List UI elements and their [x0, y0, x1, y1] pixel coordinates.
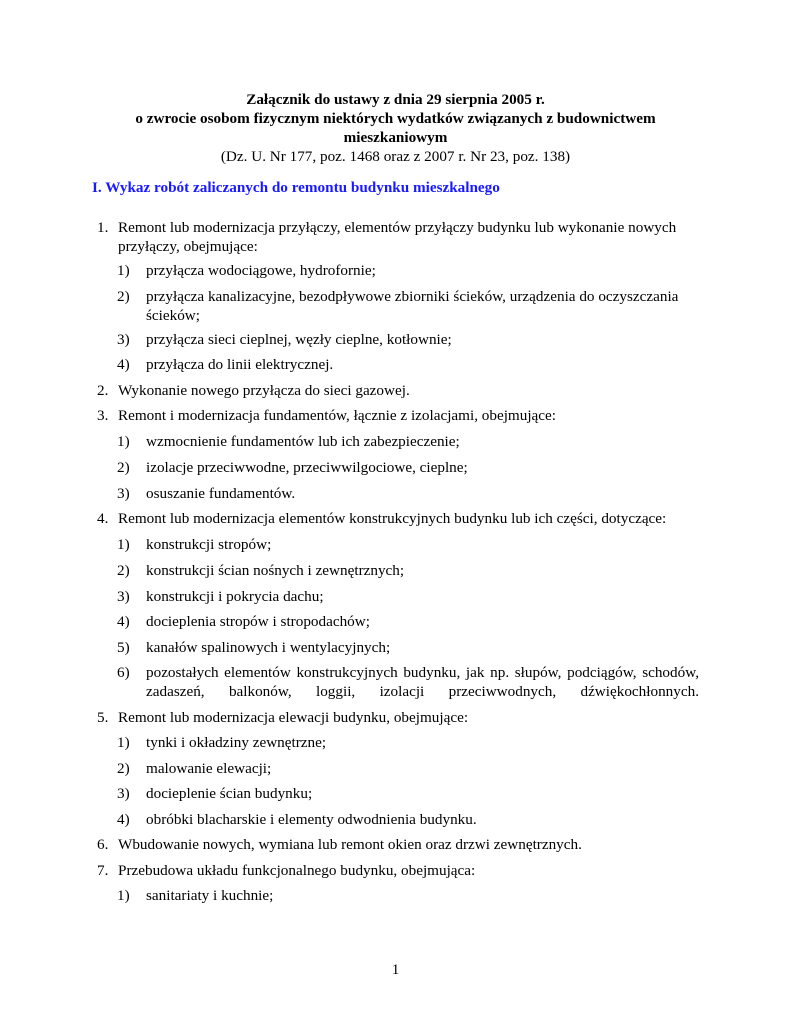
header-reference: (Dz. U. Nr 177, poz. 1468 oraz z 2007 r. Nr 23, poz. 138): [220, 148, 571, 165]
item-text: przyłącza sieci cieplnej, węzły cieplne, kotłownie;: [146, 331, 452, 348]
sub-list-item: [117, 612, 699, 631]
item-number: 3): [117, 331, 130, 348]
item-text: Remont lub modernizacja elewacji budynku, obejmujące:: [118, 709, 469, 726]
item-text: przyłącza wodociągowe, hydrofornie;: [146, 262, 376, 279]
item-text: przyłącza kanalizacyjne, bezodpływowe zbiorniki ścieków, urządzenia do oczyszczania ścieków;: [146, 288, 679, 324]
item-number: 1): [117, 433, 130, 450]
item-text: osuszanie fundamentów.: [146, 485, 296, 502]
item-number: 4): [117, 811, 130, 828]
sub-list-item: [117, 287, 699, 325]
item-number: 3): [117, 485, 130, 502]
item-text: pozostałych elementów konstrukcyjnych budynku, jak np. słupów, podciągów, schodów, zadaszeń, balkonów, loggii, izolacji przeciwwodnych, dźwiękochłonnych.: [146, 664, 699, 700]
item-number: 1): [117, 734, 130, 751]
list-item: [97, 835, 699, 854]
document-header: [0, 90, 791, 166]
list-item: [97, 509, 699, 528]
item-text: przyłącza do linii elektrycznej.: [146, 356, 334, 373]
item-number: 3.: [97, 407, 109, 424]
item-text: Wbudowanie nowych, wymiana lub remont okien oraz drzwi zewnętrznych.: [118, 836, 582, 853]
sub-list-item: [117, 355, 699, 374]
item-number: 3): [117, 785, 130, 802]
sub-list-item: [117, 261, 699, 280]
list-item: [97, 708, 699, 727]
item-text: malowanie elewacji;: [146, 760, 272, 777]
item-number: 4): [117, 356, 130, 373]
item-number: 2): [117, 459, 130, 476]
item-number: 1.: [97, 219, 109, 236]
sub-list-item: [117, 587, 699, 606]
item-number: 4): [117, 613, 130, 630]
list-item: [97, 218, 699, 256]
item-number: 4.: [97, 510, 109, 527]
item-text: kanałów spalinowych i wentylacyjnych;: [146, 639, 391, 656]
item-text: Remont i modernizacja fundamentów, łącznie z izolacjami, obejmujące:: [118, 407, 557, 424]
header-title: Załącznik do ustawy z dnia 29 sierpnia 2005 r.: [246, 91, 545, 108]
item-text: tynki i okładziny zewnętrzne;: [146, 734, 327, 751]
item-number: 1): [117, 262, 130, 279]
sub-list-item: [117, 535, 699, 554]
sub-list-item: [117, 886, 699, 905]
item-number: 2.: [97, 382, 109, 399]
item-number: 2): [117, 288, 130, 305]
item-text: wzmocnienie fundamentów lub ich zabezpieczenie;: [146, 433, 460, 450]
item-text: konstrukcji stropów;: [146, 536, 272, 553]
sub-list-item: [117, 759, 699, 778]
item-text: Wykonanie nowego przyłącza do sieci gazowej.: [118, 382, 410, 399]
item-number: 2): [117, 760, 130, 777]
item-text: konstrukcji i pokrycia dachu;: [146, 588, 324, 605]
item-text: izolacje przeciwwodne, przeciwwilgociowe, cieplne;: [146, 459, 468, 476]
sub-list-item: [117, 733, 699, 752]
item-text: Remont lub modernizacja elementów konstrukcyjnych budynku lub ich części, dotyczące:: [118, 510, 667, 527]
item-number: 5): [117, 639, 130, 656]
item-number: 2): [117, 562, 130, 579]
section-title: I. Wykaz robót zaliczanych do remontu budynku mieszkalnego: [92, 179, 500, 196]
item-text: sanitariaty i kuchnie;: [146, 887, 274, 904]
item-number: 6): [117, 664, 130, 681]
sub-list-item: [117, 484, 699, 503]
page-number: 1: [391, 961, 400, 978]
item-number: 3): [117, 588, 130, 605]
sub-list-item: [117, 784, 699, 803]
sub-list-item: [117, 810, 699, 829]
item-text: Remont lub modernizacja przyłączy, elementów przyłączy budynku lub wykonanie nowych przyłączy, obejmujące:: [118, 219, 677, 255]
item-number: 5.: [97, 709, 109, 726]
list-item: [97, 406, 699, 425]
item-number: 1): [117, 536, 130, 553]
header-subtitle: o zwrocie osobom fizycznym niektórych wydatków związanych z budownictwem: [135, 110, 656, 127]
item-text: docieplenie ścian budynku;: [146, 785, 313, 802]
item-text: docieplenia stropów i stropodachów;: [146, 613, 370, 630]
item-text: Przebudowa układu funkcjonalnego budynku, obejmująca:: [118, 862, 476, 879]
sub-list-item: [117, 330, 699, 349]
sub-list-item: [117, 432, 699, 451]
item-number: 1): [117, 887, 130, 904]
item-number: 7.: [97, 862, 109, 879]
list-item: [97, 381, 699, 400]
sub-list-item: [117, 663, 699, 701]
header-subtitle-cont: mieszkaniowym: [343, 129, 448, 146]
item-text: konstrukcji ścian nośnych i zewnętrznych;: [146, 562, 405, 579]
sub-list-item: [117, 561, 699, 580]
list-item: [97, 861, 699, 880]
item-text: obróbki blacharskie i elementy odwodnienia budynku.: [146, 811, 477, 828]
sub-list-item: [117, 458, 699, 477]
sub-list-item: [117, 638, 699, 657]
item-number: 6.: [97, 836, 109, 853]
